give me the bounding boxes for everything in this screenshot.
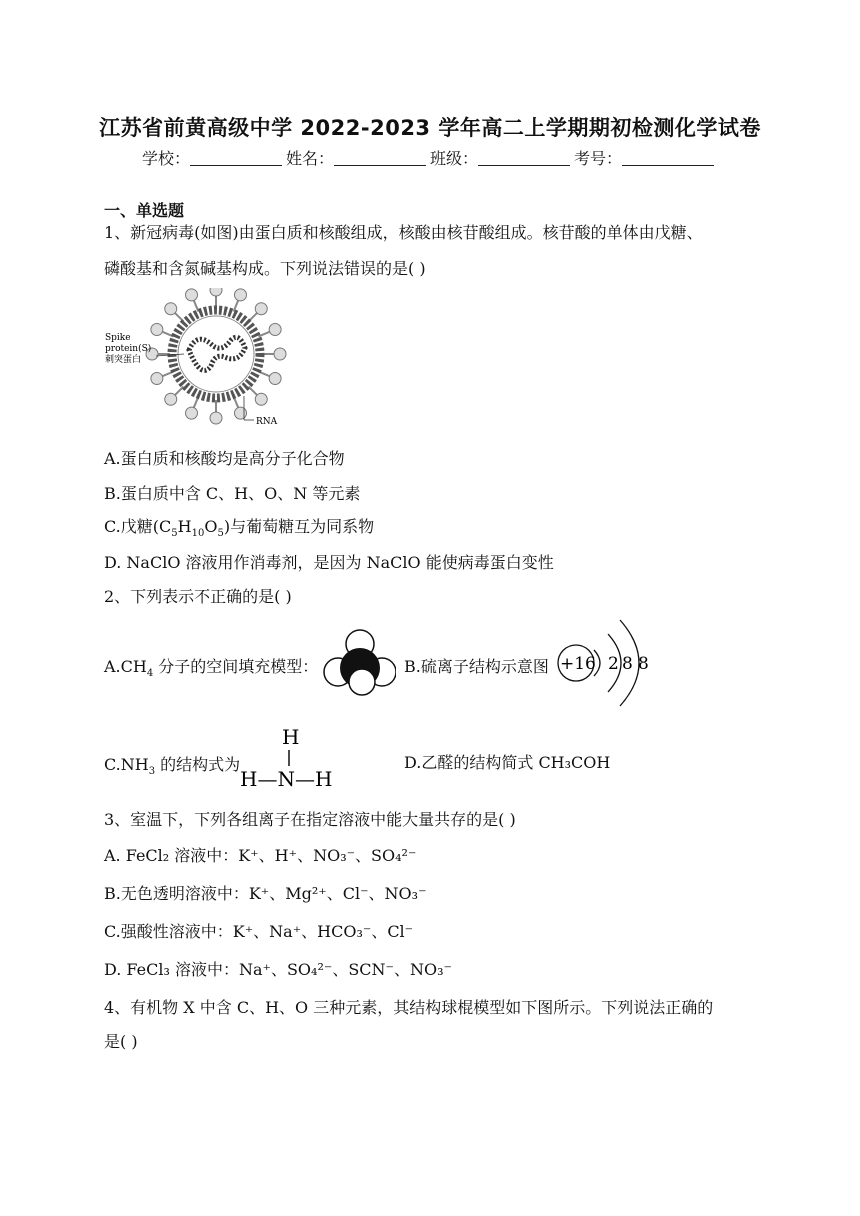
spike-head bbox=[274, 348, 286, 360]
spike-head bbox=[210, 288, 222, 296]
nucleus-charge: +16 bbox=[560, 654, 596, 674]
class-label: 班级： bbox=[430, 149, 479, 168]
spike-label-cn: 刺突蛋白 bbox=[105, 355, 142, 365]
q2-stem: 2、下列表示不正确的是( ) bbox=[104, 587, 292, 606]
q3-option-d[interactable]: D. FeCl₃ 溶液中：Na⁺、SO₄²⁻、SCN⁻、NO₃⁻ bbox=[104, 960, 452, 979]
spike-head bbox=[255, 303, 267, 315]
spike-head bbox=[269, 324, 281, 336]
spike-head bbox=[151, 324, 163, 336]
school-blank[interactable] bbox=[190, 149, 282, 166]
q3-stem: 3、室温下，下列各组离子在指定溶液中能大量共存的是( ) bbox=[104, 810, 516, 829]
rna-label: RNA bbox=[256, 417, 278, 427]
sulfide-ion-diagram bbox=[556, 612, 666, 716]
ch4-space-filling-model bbox=[322, 626, 396, 696]
q1-option-b[interactable]: B.蛋白质中含 C、H、O、N 等元素 bbox=[104, 484, 361, 503]
exam-no-blank[interactable] bbox=[622, 149, 714, 166]
q2-option-c[interactable]: $C.NH_3$ 的结构式为 bbox=[104, 755, 241, 778]
spike-head bbox=[269, 372, 281, 384]
q1-option-c-pre: C.戊糖( bbox=[104, 517, 160, 536]
exam-title: 江苏省前黄高级中学 2022-2023 学年高二上学期期初检测化学试卷 bbox=[99, 116, 761, 140]
svg-text:H—N—H: H—N—H bbox=[240, 767, 333, 791]
class-blank[interactable] bbox=[478, 149, 570, 166]
q1-option-a[interactable]: A.蛋白质和核酸均是高分子化合物 bbox=[104, 449, 345, 468]
spike-head bbox=[255, 393, 267, 405]
q1-option-c-post: )与葡萄糖互为同系物 bbox=[223, 517, 375, 536]
q1-option-c[interactable]: C.戊糖$(C_5H_{10}O_5)$与葡萄糖互为同系物 bbox=[104, 517, 375, 540]
spike-label-2: protein(S) bbox=[105, 344, 152, 354]
svg-text:H: H bbox=[282, 725, 300, 749]
nh3-structural-formula bbox=[236, 722, 348, 794]
q4-stem-line2: 是( ) bbox=[104, 1032, 138, 1051]
shell-1-electrons: 2 bbox=[608, 654, 619, 674]
q2-option-d[interactable]: D.乙醛的结构简式 CH₃COH bbox=[404, 753, 611, 772]
name-blank[interactable] bbox=[334, 149, 426, 166]
shell-2-electrons: 8 bbox=[622, 654, 633, 674]
q3-option-c[interactable]: C.强酸性溶液中：K⁺、Na⁺、HCO₃⁻、Cl⁻ bbox=[104, 922, 414, 941]
q3-option-a[interactable]: A. FeCl₂ 溶液中：K⁺、H⁺、NO₃⁻、SO₄²⁻ bbox=[104, 846, 417, 865]
q1-stem-line2: 磷酸基和含氮碱基构成。下列说法错误的是( ) bbox=[104, 259, 426, 278]
name-label: 姓名： bbox=[285, 149, 334, 168]
shell-3-electrons: 8 bbox=[638, 654, 649, 674]
q2-option-b[interactable]: B.硫离子结构示意图 bbox=[404, 657, 549, 676]
student-info-line bbox=[0, 146, 860, 169]
q4-stem-line1: 4、有机物 X 中含 C、H、O 三种元素，其结构球棍模型如下图所示。下列说法正确的 bbox=[104, 998, 714, 1017]
spike-head bbox=[186, 289, 198, 301]
q1-option-d[interactable]: D. NaClO 溶液用作消毒剂，是因为 NaClO 能使病毒蛋白变性 bbox=[104, 553, 554, 572]
spike-head bbox=[186, 407, 198, 419]
spike-head bbox=[151, 372, 163, 384]
section-title: 一、单选题 bbox=[104, 201, 185, 220]
q3-option-b[interactable]: B.无色透明溶液中：K⁺、Mg²⁺、Cl⁻、NO₃⁻ bbox=[104, 884, 427, 903]
spike-head bbox=[165, 393, 177, 405]
school-label: 学校： bbox=[141, 149, 190, 168]
spike-label-1: Spike bbox=[105, 333, 131, 343]
q2-option-a[interactable]: $A.CH_4$ 分子的空间填充模型： bbox=[104, 657, 319, 680]
spike-head bbox=[165, 303, 177, 315]
q1-stem-line1: 1、新冠病毒(如图)由蛋白质和核酸组成，核酸由核苷酸组成。核苷酸的单体由戊糖、 bbox=[104, 223, 703, 242]
spike-head bbox=[234, 289, 246, 301]
coronavirus-figure bbox=[104, 288, 294, 432]
exam-no-label: 考号： bbox=[574, 149, 623, 168]
spike-head bbox=[234, 407, 246, 419]
spike-head bbox=[210, 412, 222, 424]
